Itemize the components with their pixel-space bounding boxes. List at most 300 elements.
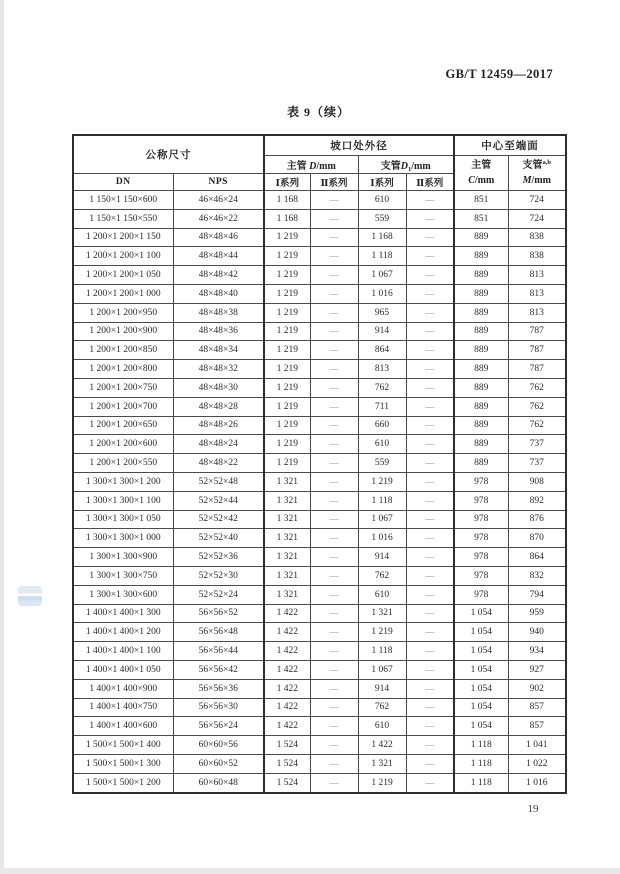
c-cell: 1 118 — [454, 736, 508, 755]
dn-cell: 1 300×1 300×1 000 — [73, 529, 173, 548]
m-cell: 1 022 — [508, 754, 566, 773]
branch-d1-series1-cell: 914 — [358, 679, 406, 698]
main-d-series2-cell: — — [310, 660, 358, 679]
header-branch-pipe-m — [508, 156, 566, 191]
header-main-pipe-c — [454, 156, 508, 191]
c-cell: 1 054 — [454, 679, 508, 698]
main-d-series2-cell: — — [310, 472, 358, 491]
dn-cell: 1 200×1 200×650 — [73, 416, 173, 435]
main-d-series1-cell: 1 219 — [264, 284, 310, 303]
branch-d1-series2-cell: — — [406, 472, 454, 491]
table-row — [73, 472, 566, 491]
dn-cell: 1 200×1 200×1 150 — [73, 228, 173, 247]
m-cell: 857 — [508, 717, 566, 736]
branch-d1-series1-cell: 965 — [358, 303, 406, 322]
c-cell: 1 054 — [454, 660, 508, 679]
dn-cell: 1 300×1 300×600 — [73, 585, 173, 604]
scan-edge-left — [0, 0, 4, 874]
branch-d1-series1-cell: 660 — [358, 416, 406, 435]
dn-cell: 1 400×1 400×1 100 — [73, 642, 173, 661]
header-bevel-od: 坡口处外径 — [264, 135, 454, 156]
main-pipe-c-label: 主管 — [471, 159, 492, 171]
branch-d1-series1-cell: 1 016 — [358, 529, 406, 548]
nps-cell: 46×46×24 — [173, 191, 264, 210]
m-cell: 787 — [508, 341, 566, 360]
branch-pipe-m-label: 支管 — [522, 159, 543, 171]
mm-unit: /mm — [411, 160, 431, 172]
nps-cell: 56×56×24 — [173, 717, 264, 736]
table-row — [73, 510, 566, 529]
branch-d1-series2-cell: — — [406, 529, 454, 548]
branch-d1-series1-cell: 762 — [358, 566, 406, 585]
nps-cell: 56×56×48 — [173, 623, 264, 642]
main-d-series2-cell: — — [310, 303, 358, 322]
nps-cell: 48×48×36 — [173, 322, 264, 341]
branch-d1-series2-cell: — — [406, 773, 454, 792]
main-d-series2-cell: — — [310, 679, 358, 698]
m-cell: 940 — [508, 623, 566, 642]
nps-cell: 48×48×46 — [173, 228, 264, 247]
table-row — [73, 491, 566, 510]
branch-d1-series1-cell: 1 219 — [358, 773, 406, 792]
main-d-series2-cell: — — [310, 416, 358, 435]
table-row — [73, 566, 566, 585]
main-pipe-label: 主管 — [286, 161, 310, 172]
main-d-series2-cell: — — [310, 322, 358, 341]
main-d-series1-cell: 1 219 — [264, 228, 310, 247]
main-d-series1-cell: 1 422 — [264, 604, 310, 623]
c-cell: 978 — [454, 510, 508, 529]
main-d-series2-cell: — — [310, 247, 358, 266]
nps-cell: 52×52×42 — [173, 510, 264, 529]
main-d-series1-cell: 1 219 — [264, 378, 310, 397]
header-center-to-end: 中心至端面 — [454, 135, 566, 156]
main-d-series2-cell: — — [310, 566, 358, 585]
header-branch-pipe-d1 — [358, 156, 454, 174]
main-d-series1-cell: 1 321 — [264, 548, 310, 567]
c-cell: 889 — [454, 341, 508, 360]
main-d-series1-cell: 1 219 — [264, 247, 310, 266]
table-row — [73, 454, 566, 473]
m-cell: 762 — [508, 416, 566, 435]
branch-d1-series2-cell: — — [406, 623, 454, 642]
branch-d1-series1-cell: 1 219 — [358, 472, 406, 491]
c-cell: 978 — [454, 472, 508, 491]
branch-d1-series2-cell: — — [406, 228, 454, 247]
table-row — [73, 209, 566, 228]
m-cell: 908 — [508, 472, 566, 491]
table-row — [73, 266, 566, 285]
table-row — [73, 679, 566, 698]
m-cell: 724 — [508, 191, 566, 210]
nps-cell: 52×52×44 — [173, 491, 264, 510]
nps-cell: 48×48×40 — [173, 284, 264, 303]
dn-cell: 1 400×1 400×1 050 — [73, 660, 173, 679]
table-row — [73, 529, 566, 548]
nps-cell: 48×48×34 — [173, 341, 264, 360]
dn-cell: 1 500×1 500×1 300 — [73, 754, 173, 773]
main-d-series2-cell: — — [310, 698, 358, 717]
main-d-series1-cell: 1 524 — [264, 736, 310, 755]
branch-pipe-label: 支管 — [380, 160, 401, 172]
dn-cell: 1 300×1 300×900 — [73, 548, 173, 567]
branch-d1-series1-cell: 914 — [358, 548, 406, 567]
nps-cell: 52×52×30 — [173, 566, 264, 585]
branch-d1-series2-cell: — — [406, 736, 454, 755]
branch-d1-series1-cell: 711 — [358, 397, 406, 416]
m-cell: 813 — [508, 303, 566, 322]
main-d-series1-cell: 1 422 — [264, 698, 310, 717]
nps-cell: 48×48×42 — [173, 266, 264, 285]
m-cell: 892 — [508, 491, 566, 510]
m-cell: 870 — [508, 529, 566, 548]
branch-d1-series2-cell: — — [406, 660, 454, 679]
branch-d1-series2-cell: — — [406, 284, 454, 303]
m-cell: 787 — [508, 322, 566, 341]
d-symbol: D — [309, 161, 317, 172]
main-d-series2-cell: — — [310, 773, 358, 792]
main-d-series2-cell: — — [310, 491, 358, 510]
branch-d1-series1-cell: 1 118 — [358, 642, 406, 661]
main-d-series2-cell: — — [310, 284, 358, 303]
nps-cell: 48×48×44 — [173, 247, 264, 266]
branch-d1-series1-cell: 1 067 — [358, 510, 406, 529]
main-d-series2-cell: — — [310, 191, 358, 210]
table-row — [73, 604, 566, 623]
mm-unit: /mm — [316, 161, 336, 172]
branch-d1-series1-cell: 1 016 — [358, 284, 406, 303]
c-cell: 1 054 — [454, 642, 508, 661]
branch-d1-series2-cell: — — [406, 247, 454, 266]
table-row — [73, 698, 566, 717]
m-cell: 927 — [508, 660, 566, 679]
main-d-series2-cell: — — [310, 360, 358, 379]
branch-d1-series1-cell: 559 — [358, 454, 406, 473]
nps-cell: 48×48×30 — [173, 378, 264, 397]
main-d-series1-cell: 1 321 — [264, 529, 310, 548]
header-main-series-1: Ⅰ系列 — [264, 174, 310, 191]
dn-cell: 1 200×1 200×850 — [73, 341, 173, 360]
main-d-series2-cell: — — [310, 378, 358, 397]
main-d-series1-cell: 1 422 — [264, 660, 310, 679]
mm-unit: /mm — [474, 175, 495, 186]
branch-d1-series2-cell: — — [406, 510, 454, 529]
branch-d1-series1-cell: 610 — [358, 717, 406, 736]
c-cell: 889 — [454, 397, 508, 416]
main-d-series2-cell: — — [310, 397, 358, 416]
branch-d1-series1-cell: 813 — [358, 360, 406, 379]
dn-cell: 1 400×1 400×1 300 — [73, 604, 173, 623]
main-d-series2-cell: — — [310, 510, 358, 529]
main-d-series1-cell: 1 321 — [264, 510, 310, 529]
branch-d1-series1-cell: 762 — [358, 378, 406, 397]
dn-cell: 1 300×1 300×1 100 — [73, 491, 173, 510]
c-cell: 889 — [454, 247, 508, 266]
main-d-series1-cell: 1 524 — [264, 773, 310, 792]
dn-cell: 1 200×1 200×1 050 — [73, 266, 173, 285]
main-d-series1-cell: 1 219 — [264, 341, 310, 360]
dn-cell: 1 150×1 150×550 — [73, 209, 173, 228]
branch-d1-series1-cell: 610 — [358, 585, 406, 604]
dn-cell: 1 150×1 150×600 — [73, 191, 173, 210]
m-cell: 737 — [508, 454, 566, 473]
dn-cell: 1 200×1 200×700 — [73, 397, 173, 416]
table-row — [73, 736, 566, 755]
c-cell: 978 — [454, 548, 508, 567]
m-cell: 762 — [508, 378, 566, 397]
branch-d1-series1-cell: 914 — [358, 322, 406, 341]
branch-d1-series1-cell: 864 — [358, 341, 406, 360]
nps-cell: 52×52×24 — [173, 585, 264, 604]
m-cell: 934 — [508, 642, 566, 661]
main-d-series2-cell: — — [310, 754, 358, 773]
main-d-series1-cell: 1 422 — [264, 717, 310, 736]
branch-d1-series2-cell: — — [406, 491, 454, 510]
nps-cell: 60×60×48 — [173, 773, 264, 792]
table-row — [73, 341, 566, 360]
table-row — [73, 773, 566, 792]
table-row — [73, 435, 566, 454]
main-d-series2-cell: — — [310, 548, 358, 567]
table-row — [73, 303, 566, 322]
header-branch-series-1: Ⅰ系列 — [358, 174, 406, 191]
dn-cell: 1 300×1 300×1 050 — [73, 510, 173, 529]
branch-d1-series2-cell: — — [406, 454, 454, 473]
header-branch-series-2: Ⅱ系列 — [406, 174, 454, 191]
branch-d1-series2-cell: — — [406, 717, 454, 736]
nps-cell: 52×52×48 — [173, 472, 264, 491]
main-d-series1-cell: 1 422 — [264, 679, 310, 698]
branch-m-footnote-mark: a,b — [542, 158, 551, 166]
main-d-series2-cell: — — [310, 228, 358, 247]
nps-cell: 48×48×24 — [173, 435, 264, 454]
dn-cell: 1 200×1 200×1 100 — [73, 247, 173, 266]
c-cell: 851 — [454, 191, 508, 210]
branch-d1-series2-cell: — — [406, 604, 454, 623]
c-cell: 889 — [454, 228, 508, 247]
branch-d1-series1-cell: 1 168 — [358, 228, 406, 247]
main-d-series1-cell: 1 219 — [264, 397, 310, 416]
m-cell: 838 — [508, 247, 566, 266]
nps-cell: 60×60×52 — [173, 754, 264, 773]
dn-cell: 1 200×1 200×550 — [73, 454, 173, 473]
header-main-series-2: Ⅱ系列 — [310, 174, 358, 191]
c-cell: 889 — [454, 454, 508, 473]
m-cell: 902 — [508, 679, 566, 698]
m-cell: 832 — [508, 566, 566, 585]
main-d-series2-cell: — — [310, 585, 358, 604]
table-row — [73, 416, 566, 435]
c-cell: 889 — [454, 303, 508, 322]
dn-cell: 1 200×1 200×1 000 — [73, 284, 173, 303]
nps-cell: 56×56×44 — [173, 642, 264, 661]
nps-cell: 56×56×30 — [173, 698, 264, 717]
dn-cell: 1 300×1 300×750 — [73, 566, 173, 585]
table-row — [73, 717, 566, 736]
main-d-series1-cell: 1 219 — [264, 454, 310, 473]
c-cell: 1 054 — [454, 623, 508, 642]
m-cell: 813 — [508, 284, 566, 303]
c-symbol: C — [468, 175, 475, 186]
m-cell: 794 — [508, 585, 566, 604]
main-d-series1-cell: 1 168 — [264, 209, 310, 228]
m-symbol: M — [522, 175, 532, 186]
main-d-series1-cell: 1 219 — [264, 266, 310, 285]
table-row — [73, 548, 566, 567]
nps-cell: 48×48×38 — [173, 303, 264, 322]
branch-d1-series1-cell: 1 118 — [358, 491, 406, 510]
dn-cell: 1 200×1 200×600 — [73, 435, 173, 454]
nps-cell: 56×56×42 — [173, 660, 264, 679]
main-d-series1-cell: 1 219 — [264, 416, 310, 435]
main-d-series1-cell: 1 524 — [264, 754, 310, 773]
branch-d1-series1-cell: 1 067 — [358, 266, 406, 285]
main-d-series2-cell: — — [310, 266, 358, 285]
c-cell: 1 054 — [454, 698, 508, 717]
dn-cell: 1 300×1 300×1 200 — [73, 472, 173, 491]
table-row — [73, 397, 566, 416]
branch-d1-series1-cell: 610 — [358, 435, 406, 454]
branch-d1-series2-cell: — — [406, 266, 454, 285]
nps-cell: 60×60×56 — [173, 736, 264, 755]
nps-cell: 48×48×26 — [173, 416, 264, 435]
nps-cell: 48×48×22 — [173, 454, 264, 473]
nps-cell: 48×48×28 — [173, 397, 264, 416]
branch-d1-series2-cell: — — [406, 360, 454, 379]
d1-symbol: D — [400, 160, 409, 172]
table-row — [73, 322, 566, 341]
c-cell: 978 — [454, 585, 508, 604]
table-row — [73, 228, 566, 247]
header-nps: NPS — [173, 174, 264, 191]
m-cell: 1 041 — [508, 736, 566, 755]
branch-d1-series2-cell: — — [406, 435, 454, 454]
main-d-series1-cell: 1 219 — [264, 360, 310, 379]
c-cell: 889 — [454, 284, 508, 303]
dn-cell: 1 500×1 500×1 400 — [73, 736, 173, 755]
dn-cell: 1 400×1 400×750 — [73, 698, 173, 717]
standard-number: GB/T 12459—2017 — [445, 67, 553, 81]
dn-cell: 1 400×1 400×600 — [73, 717, 173, 736]
main-d-series2-cell: — — [310, 209, 358, 228]
branch-d1-series2-cell: — — [406, 698, 454, 717]
branch-d1-series1-cell: 610 — [358, 191, 406, 210]
main-d-series2-cell: — — [310, 529, 358, 548]
main-d-series2-cell: — — [310, 623, 358, 642]
dn-cell: 1 200×1 200×900 — [73, 322, 173, 341]
m-cell: 857 — [508, 698, 566, 717]
branch-d1-series1-cell: 1 219 — [358, 623, 406, 642]
table-title: 表 9（续） — [286, 105, 350, 119]
c-cell: 889 — [454, 416, 508, 435]
c-cell: 889 — [454, 378, 508, 397]
m-cell: 1 016 — [508, 773, 566, 792]
branch-d1-series1-cell: 1 321 — [358, 754, 406, 773]
branch-d1-series1-cell: 1 067 — [358, 660, 406, 679]
table-row — [73, 360, 566, 379]
m-cell: 959 — [508, 604, 566, 623]
c-cell: 889 — [454, 266, 508, 285]
nps-cell: 46×46×22 — [173, 209, 264, 228]
branch-d1-series1-cell: 1 321 — [358, 604, 406, 623]
page-number: 19 — [527, 803, 539, 815]
nps-cell: 56×56×52 — [173, 604, 264, 623]
branch-d1-series2-cell: — — [406, 548, 454, 567]
main-d-series2-cell: — — [310, 717, 358, 736]
main-d-series2-cell: — — [310, 642, 358, 661]
table-row — [73, 642, 566, 661]
scan-artifact-smudge — [18, 586, 42, 606]
c-cell: 978 — [454, 566, 508, 585]
header-dn: DN — [73, 174, 173, 191]
main-d-series1-cell: 1 321 — [264, 585, 310, 604]
m-cell: 724 — [508, 209, 566, 228]
main-d-series2-cell: — — [310, 341, 358, 360]
table-row — [73, 660, 566, 679]
nps-cell: 56×56×36 — [173, 679, 264, 698]
branch-d1-series2-cell: — — [406, 566, 454, 585]
table-row — [73, 585, 566, 604]
header-main-pipe-d — [264, 156, 358, 174]
dn-cell: 1 200×1 200×950 — [73, 303, 173, 322]
c-cell: 1 054 — [454, 604, 508, 623]
nps-cell: 52×52×36 — [173, 548, 264, 567]
branch-d1-series2-cell: — — [406, 754, 454, 773]
branch-d1-series2-cell: — — [406, 416, 454, 435]
branch-d1-series2-cell: — — [406, 322, 454, 341]
c-cell: 1 118 — [454, 773, 508, 792]
dimensions-table — [72, 134, 567, 794]
branch-d1-series2-cell: — — [406, 303, 454, 322]
branch-d1-series2-cell: — — [406, 341, 454, 360]
main-d-series2-cell: — — [310, 435, 358, 454]
c-cell: 889 — [454, 435, 508, 454]
nps-cell: 48×48×32 — [173, 360, 264, 379]
main-d-series1-cell: 1 219 — [264, 322, 310, 341]
dn-cell: 1 400×1 400×1 200 — [73, 623, 173, 642]
branch-d1-series2-cell: — — [406, 642, 454, 661]
branch-d1-series1-cell: 762 — [358, 698, 406, 717]
branch-d1-series2-cell: — — [406, 397, 454, 416]
main-d-series1-cell: 1 422 — [264, 642, 310, 661]
c-cell: 851 — [454, 209, 508, 228]
main-d-series1-cell: 1 321 — [264, 472, 310, 491]
table-row — [73, 247, 566, 266]
branch-d1-series1-cell: 1 118 — [358, 247, 406, 266]
m-cell: 813 — [508, 266, 566, 285]
branch-d1-series2-cell: — — [406, 679, 454, 698]
table-body — [73, 191, 566, 793]
branch-d1-series2-cell: — — [406, 209, 454, 228]
main-d-series1-cell: 1 422 — [264, 623, 310, 642]
main-d-series1-cell: 1 321 — [264, 491, 310, 510]
scan-edge-bottom — [0, 868, 620, 874]
m-cell: 864 — [508, 548, 566, 567]
table-row — [73, 284, 566, 303]
c-cell: 889 — [454, 360, 508, 379]
dn-cell: 1 200×1 200×750 — [73, 378, 173, 397]
dn-cell: 1 200×1 200×800 — [73, 360, 173, 379]
c-cell: 1 118 — [454, 754, 508, 773]
main-d-series1-cell: 1 168 — [264, 191, 310, 210]
branch-d1-series2-cell: — — [406, 378, 454, 397]
dn-cell: 1 500×1 500×1 200 — [73, 773, 173, 792]
main-d-series2-cell: — — [310, 604, 358, 623]
main-d-series1-cell: 1 321 — [264, 566, 310, 585]
main-d-series2-cell: — — [310, 736, 358, 755]
table-row — [73, 191, 566, 210]
branch-d1-series1-cell: 1 422 — [358, 736, 406, 755]
